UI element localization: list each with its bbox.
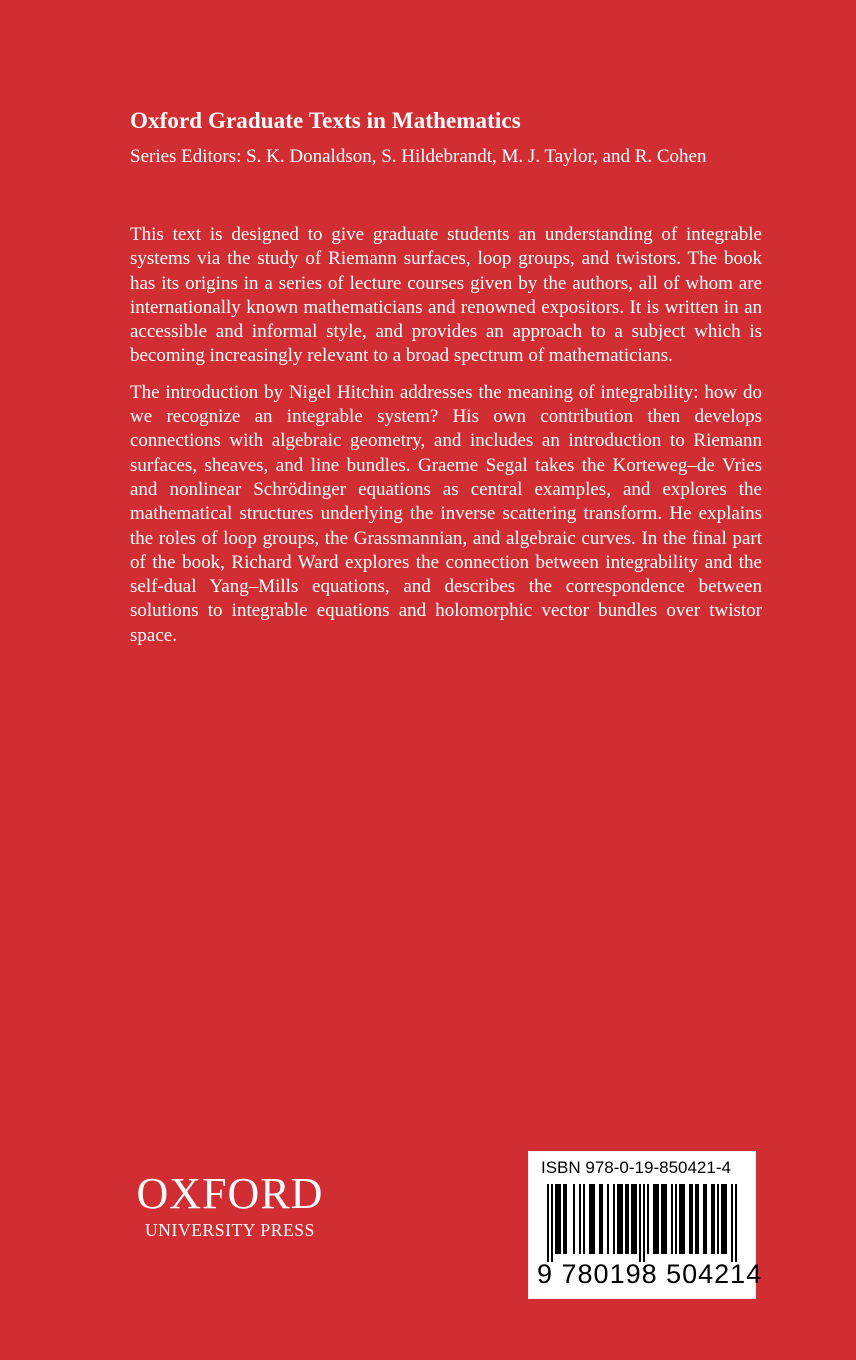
publisher-subtitle: UNIVERSITY PRESS bbox=[145, 1220, 315, 1240]
barcode-bar bbox=[703, 1184, 705, 1254]
barcode-bar bbox=[713, 1184, 715, 1254]
barcode-bar bbox=[625, 1184, 627, 1254]
barcode-bar bbox=[589, 1184, 591, 1254]
series-editors: Series Editors: S. K. Donaldson, S. Hildebrandt, M. J. Taylor, and R. Cohen bbox=[130, 146, 707, 167]
barcode-bar bbox=[627, 1184, 629, 1254]
barcode-bar bbox=[631, 1184, 633, 1254]
barcode-bar bbox=[555, 1184, 557, 1254]
barcode-bar bbox=[725, 1184, 727, 1254]
barcode-bar bbox=[607, 1184, 609, 1254]
barcode-bar bbox=[621, 1184, 623, 1254]
barcode-bar bbox=[593, 1184, 595, 1254]
barcode-bar bbox=[617, 1184, 619, 1254]
blurb-paragraph-2: The introduction by Nigel Hitchin addresses the meaning of integrability: how do we recognize an integrable system? His own contribution then develops connections with algebraic geometry, and includes an introduction to Riemann surfaces, sheaves, and line bundles. Graeme Segal takes the Korteweg–de Vries and nonlinear Schrödinger equations as central examples, and explores the mathematical structures underlying the inverse scattering transform. He explains the roles of loop groups, the Grassmannian, and algebraic curves. In the final part of the book, Richard Ward explores the connection between integrability and the self-dual Yang–Mills equations, and describes the correspondence between solutions to integrable equations and holomorphic vector bundles over twistor space. bbox=[130, 381, 762, 646]
barcode-bar bbox=[681, 1184, 683, 1254]
barcode-bar bbox=[591, 1184, 593, 1254]
barcode-bar bbox=[573, 1184, 575, 1254]
barcode-bar bbox=[717, 1184, 719, 1254]
barcode-bar bbox=[563, 1184, 565, 1254]
barcode-bar bbox=[705, 1184, 707, 1254]
barcode-bar bbox=[683, 1184, 685, 1254]
barcode-bar bbox=[711, 1184, 713, 1254]
barcode-bar bbox=[619, 1184, 621, 1254]
barcode-bar bbox=[657, 1184, 659, 1254]
barcode-bar bbox=[671, 1184, 673, 1254]
barcode-bar bbox=[579, 1184, 581, 1254]
barcode-bar bbox=[599, 1184, 601, 1254]
series-title: Oxford Graduate Texts in Mathematics bbox=[130, 108, 521, 133]
barcode-bar bbox=[643, 1184, 645, 1262]
barcode-bar bbox=[557, 1184, 559, 1254]
barcode-bar bbox=[721, 1184, 723, 1254]
barcode-bar bbox=[675, 1184, 677, 1254]
barcode-bars bbox=[529, 1182, 755, 1264]
barcode-bar bbox=[679, 1184, 681, 1254]
barcode-bar bbox=[691, 1184, 693, 1254]
barcode-bar bbox=[723, 1184, 725, 1254]
blurb-text bbox=[130, 223, 762, 660]
barcode-bar bbox=[697, 1184, 699, 1254]
barcode-bar bbox=[601, 1184, 603, 1254]
barcode-bar bbox=[559, 1184, 561, 1254]
barcode-bar bbox=[565, 1184, 567, 1254]
barcode-bar bbox=[635, 1184, 637, 1254]
barcode-bar bbox=[731, 1184, 733, 1262]
barcode-bar bbox=[665, 1184, 667, 1254]
barcode-bar bbox=[735, 1184, 737, 1262]
barcode-bar bbox=[661, 1184, 663, 1254]
barcode-bar bbox=[663, 1184, 665, 1254]
barcode-bar bbox=[633, 1184, 635, 1254]
isbn-label: ISBN 978-0-19-850421-4 bbox=[541, 1158, 731, 1177]
publisher-name: OXFORD bbox=[136, 1169, 324, 1218]
barcode-bar bbox=[583, 1184, 585, 1254]
isbn-barcode bbox=[528, 1151, 763, 1299]
barcode-bar bbox=[613, 1184, 615, 1254]
barcode-bar bbox=[639, 1184, 641, 1262]
barcode-bar bbox=[695, 1184, 697, 1254]
barcode-bar bbox=[551, 1184, 553, 1262]
publisher-logo bbox=[130, 1169, 330, 1241]
blurb-paragraph-1: This text is designed to give graduate students an understanding of integrable systems via the study of Riemann surfaces, loop groups, and twistors. The book has its origins in a series of lecture courses given by the authors, all of whom are internationally known mathematicians and renowned expositors. It is written in an accessible and informal style, and provides an approach to a subject which is becoming increasingly relevant to a broad spectrum of mathematicians. bbox=[130, 224, 762, 367]
barcode-bar bbox=[689, 1184, 691, 1254]
barcode-digits: 9 780198 504214 bbox=[537, 1259, 763, 1289]
barcode-bar bbox=[547, 1184, 549, 1262]
barcode-bar bbox=[653, 1184, 655, 1254]
barcode-bar bbox=[655, 1184, 657, 1254]
barcode-bar bbox=[647, 1184, 649, 1254]
